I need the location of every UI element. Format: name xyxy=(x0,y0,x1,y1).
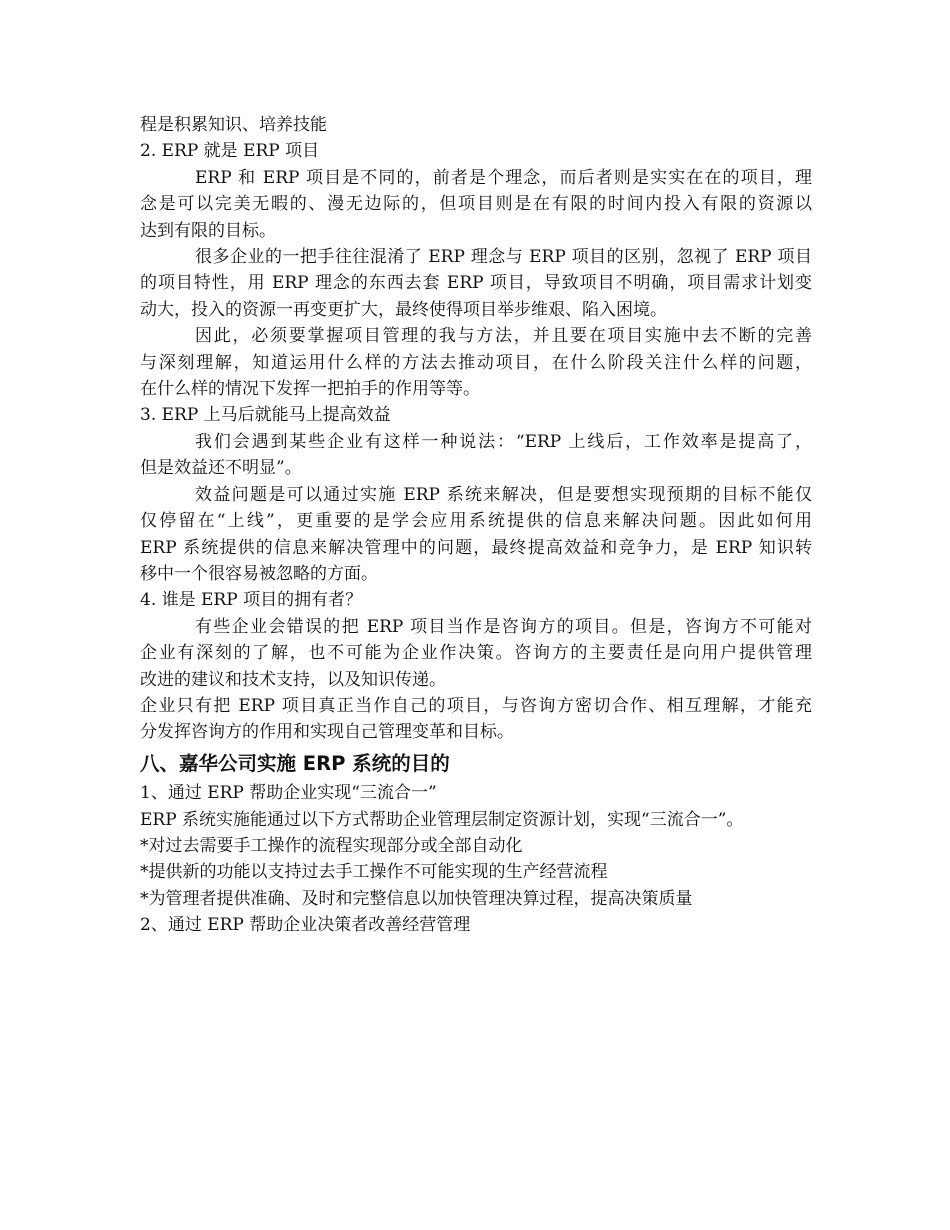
paragraph-line: 但是效益还不明显”。 xyxy=(140,458,302,479)
paragraph-line: 改进的建议和技术支持，以及知识传递。 xyxy=(140,669,446,690)
paragraph-line: ERP 和 ERP 项目是不同的，前者是个理念，而后者则是实实在在的项目，理 xyxy=(195,167,812,188)
sub-heading-1: 1、通过 ERP 帮助企业实现“三流合一” xyxy=(140,783,437,804)
sub-heading-2: 2、通过 ERP 帮助企业决策者改善经营管理 xyxy=(140,915,471,936)
paragraph-line: 企业只有把 ERP 项目真正当作自己的项目，与咨询方密切合作、相互理解，才能充 xyxy=(140,695,812,716)
paragraph-line: 移中一个很容易被忽略的方面。 xyxy=(140,563,378,584)
paragraph-line: 与深刻理解，知道运用什么样的方法去推动项目，在什么阶段关注什么样的问题， xyxy=(140,352,812,373)
item-heading-2: 2. ERP 就是 ERP 项目 xyxy=(140,141,320,162)
paragraph-line: 达到有限的目标。 xyxy=(140,220,276,241)
bullet-item: *对过去需要手工操作的流程实现部分或全部自动化 xyxy=(140,835,523,856)
paragraph-line: 仅停留在“上线”，更重要的是学会应用系统提供的信息来解决问题。因此如何用 xyxy=(140,511,812,532)
paragraph-line: ERP 系统实施能通过以下方式帮助企业管理层制定资源计划，实现“三流合一”。 xyxy=(140,809,744,830)
paragraph-line: 的项目特性，用 ERP 理念的东西去套 ERP 项目，导致项目不明确，项目需求计划变 xyxy=(140,273,812,294)
paragraph-line: 企业有深刻的了解，也不可能为企业作决策。咨询方的主要责任是向用户提供管理 xyxy=(140,643,812,664)
paragraph-line: 效益问题是可以通过实施 ERP 系统来解决，但是要想实现预期的目标不能仅 xyxy=(195,484,812,505)
paragraph-line: 因此，必须要掌握项目管理的我与方法，并且要在项目实施中去不断的完善 xyxy=(195,326,812,347)
paragraph-line: 在什么样的情况下发挥一把拍手的作用等等。 xyxy=(140,379,480,400)
paragraph-line: 分发挥咨询方的作用和实现自己管理变革和目标。 xyxy=(140,722,514,743)
paragraph-line: 程是积累知识、培养技能 xyxy=(140,115,327,135)
paragraph-line: ERP 系统提供的信息来解决管理中的问题，最终提高效益和竞争力，是 ERP 知识转 xyxy=(140,537,812,558)
section-heading: 八、嘉华公司实施 ERP 系统的目的 xyxy=(140,751,450,775)
item-heading-4: 4. 谁是 ERP 项目的拥有者？ xyxy=(140,590,363,611)
paragraph-line: 很多企业的一把手往往混淆了 ERP 理念与 ERP 项目的区别，忽视了 ERP 项目 xyxy=(195,247,812,268)
paragraph-line: 我们会遇到某些企业有这样一种说法：“ERP 上线后，工作效率是提高了， xyxy=(195,431,812,452)
item-heading-3: 3. ERP 上马后就能马上提高效益 xyxy=(140,405,391,426)
paragraph-line: 动大，投入的资源一再变更扩大，最终使得项目举步维艰、陷入困境。 xyxy=(140,299,667,320)
bullet-item: *提供新的功能以支持过去手工操作不可能实现的生产经营流程 xyxy=(140,862,608,883)
bullet-item: *为管理者提供准确、及时和完整信息以加快管理决算过程，提高决策质量 xyxy=(140,888,693,909)
paragraph-line: 有些企业会错误的把 ERP 项目当作是咨询方的项目。但是，咨询方不可能对 xyxy=(195,616,812,637)
paragraph-line: 念是可以完美无暇的、漫无边际的，但项目则是在有限的时间内投入有限的资源以 xyxy=(140,194,812,215)
document-body xyxy=(140,112,812,939)
